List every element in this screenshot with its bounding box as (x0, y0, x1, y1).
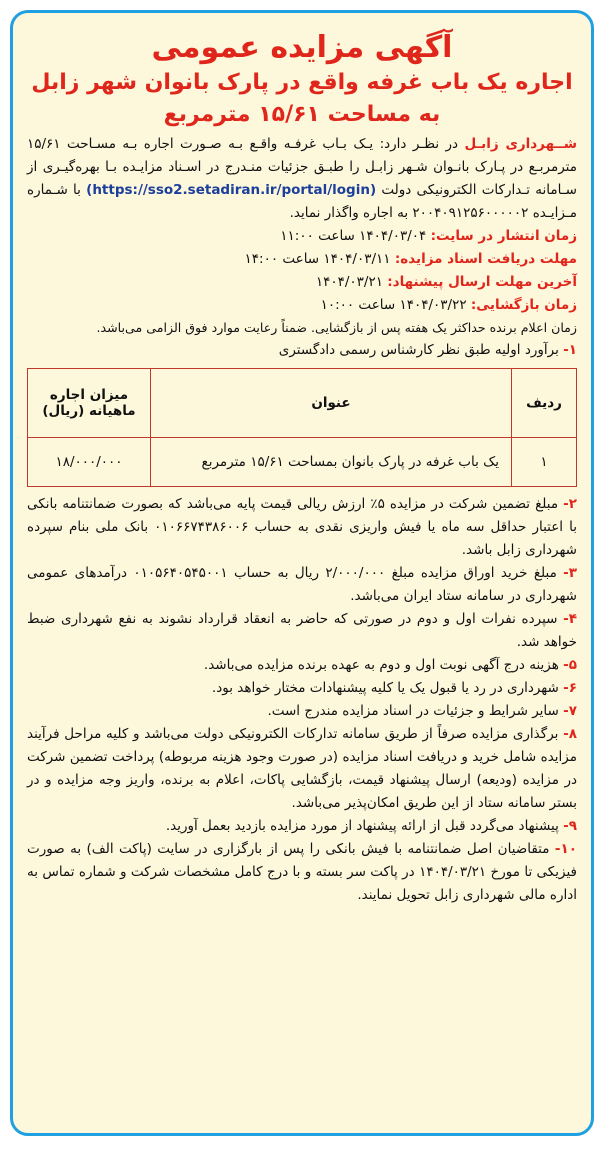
clause-8: ۸- برگذاری مزایده صرفاً از طریق سامانه تدارکات الکترونیکی دولت می‌باشد و کلیه مراحل فرآیند مزایده شامل خرید و دریافت اسناد مزایده (در صورت وجود هزینه مربوطه) پرداخت تضمین شرکت در مزایده (ودیعه) ارسال پیشنهاد قیمت، بازگشایی پاکات، اعلام به برنده، واریز وجه مزایده و در بستر سامانه ستاد از این طریق امکان‌پذیر می‌باشد. (27, 726, 577, 811)
intro-text-1: در نظـر دارد: یـک بـاب غرفـه واقـع بـه صـورت اجاره بـه مسـاحت ۱۵/۶۱ مترمربـع در پـارک بانـوان شـهر زابـل را طبـق جزئیات منـدرج در اسـناد مزایـده بـا بهره‌گیـری از سـامانه تـدارکات الکترونیکی دولت (27, 136, 577, 198)
clause-2: ۲- مبلغ تضمین شرکت در مزایده ۵٪ ارزش ریالی قیمت پایه می‌باشد که بصورت ضمانتنامه بانکی با اعتبار حداقل سه ماه یا فیش واریزی نقدی به حساب ۰۱۰۶۶۷۴۳۸۶۰۰۶ بانک ملی بنام سپرده شهرداری زابل باشد. (27, 496, 577, 558)
winner-announcement-note: زمان اعلام برنده حداکثر یک هفته پس از بازگشایی. ضمناً رعایت موارد فوق الزامی می‌باشد. (96, 320, 577, 335)
clause-3: ۳- مبلغ خرید اوراق مزایده مبلغ ۲/۰۰۰/۰۰۰ ریال به حساب ۰۱۰۵۶۴۰۵۴۵۰۰۱ درآمدهای عمومی شهرداری در سامانه ستاد ایران می‌باشد. (27, 565, 577, 604)
clause-10: ۱۰- متقاضیان اصل ضمانتنامه با فیش بانکی را پس از بارگزاری در سایت (پاکت الف) به صورت فیزیکی تا مورخ ۱۴۰۴/۰۳/۲۱ در پاکت سر بسته و با درج کامل مشخصات شرکت و شماره تماس به اداره مالی شهرداری زابل تحویل نمایند. (27, 841, 577, 903)
clause-5: ۵- هزینه درج آگهی نوبت اول و دوم به عهده برنده مزایده می‌باشد. (203, 657, 577, 673)
notice-subtitle-line1: اجاره یک باب غرفه واقع در پارک بانوان شهر زابل (31, 70, 573, 95)
date-opening: زمان بازگشایی: ۱۴۰۴/۰۳/۲۲ ساعت ۱۰:۰۰ (320, 297, 577, 313)
cell-row-number: ۱ (512, 438, 577, 487)
date-submission-deadline: آخرین مهلت ارسال پیشنهاد: ۱۴۰۴/۰۳/۲۱ (315, 274, 577, 290)
intro-paragraph (27, 133, 577, 225)
organization-name: شــهرداری زابـل (464, 136, 577, 152)
clause-4: ۴- سپرده نفرات اول و دوم در صورتی که حاضر به انعقاد قرارداد نشوند به نفع شهرداری ضبط خواهد شد. (27, 611, 577, 650)
intro-text-2: با شـماره مـزایـده ۲۰۰۴۰۹۱۲۵۶۰۰۰۰۰۲ به اجاره واگذار نماید. (27, 182, 577, 221)
clause-9: ۹- پیشنهاد می‌گردد قبل از ارائه پیشنهاد از مورد مزایده بازدید بعمل آورید. (165, 818, 577, 834)
estimate-note: ۱- برآورد اولیه طبق نظر کارشناس رسمی دادگستری (278, 342, 577, 358)
notice-frame (10, 10, 594, 1136)
cell-monthly-rent: ۱۸/۰۰۰/۰۰۰ (28, 438, 151, 487)
cell-title: یک باب غرفه در پارک بانوان بمساحت ۱۵/۶۱ مترمربع (151, 438, 512, 487)
table-header-row (28, 369, 577, 438)
header-title: عنوان (151, 369, 512, 438)
clause-7: ۷- سایر شرایط و جزئیات در اسناد مزایده مندرج است. (267, 703, 577, 719)
auction-table (27, 368, 577, 487)
date-publish: زمان انتشار در سایت: ۱۴۰۴/۰۳/۰۴ ساعت ۱۱:۰۰ (280, 228, 577, 244)
notice-title: آگهی مزایده عمومی (151, 30, 453, 65)
header-row-number: ردیف (512, 369, 577, 438)
date-documents-deadline: مهلت دریافت اسناد مزایده: ۱۴۰۴/۰۳/۱۱ ساعت ۱۴:۰۰ (244, 251, 577, 267)
table-row (28, 438, 577, 487)
clause-6: ۶- شهرداری در رد یا قبول یک یا کلیه پیشنهادات مختار خواهد بود. (211, 680, 577, 696)
notice-subtitle-line2: به مساحت ۱۵/۶۱ مترمربع (163, 102, 441, 127)
header-monthly-rent: میزان اجاره ماهیانه (ریال) (28, 369, 151, 438)
portal-link[interactable]: (https://sso2.setadiran.ir/portal/login) (86, 182, 377, 198)
